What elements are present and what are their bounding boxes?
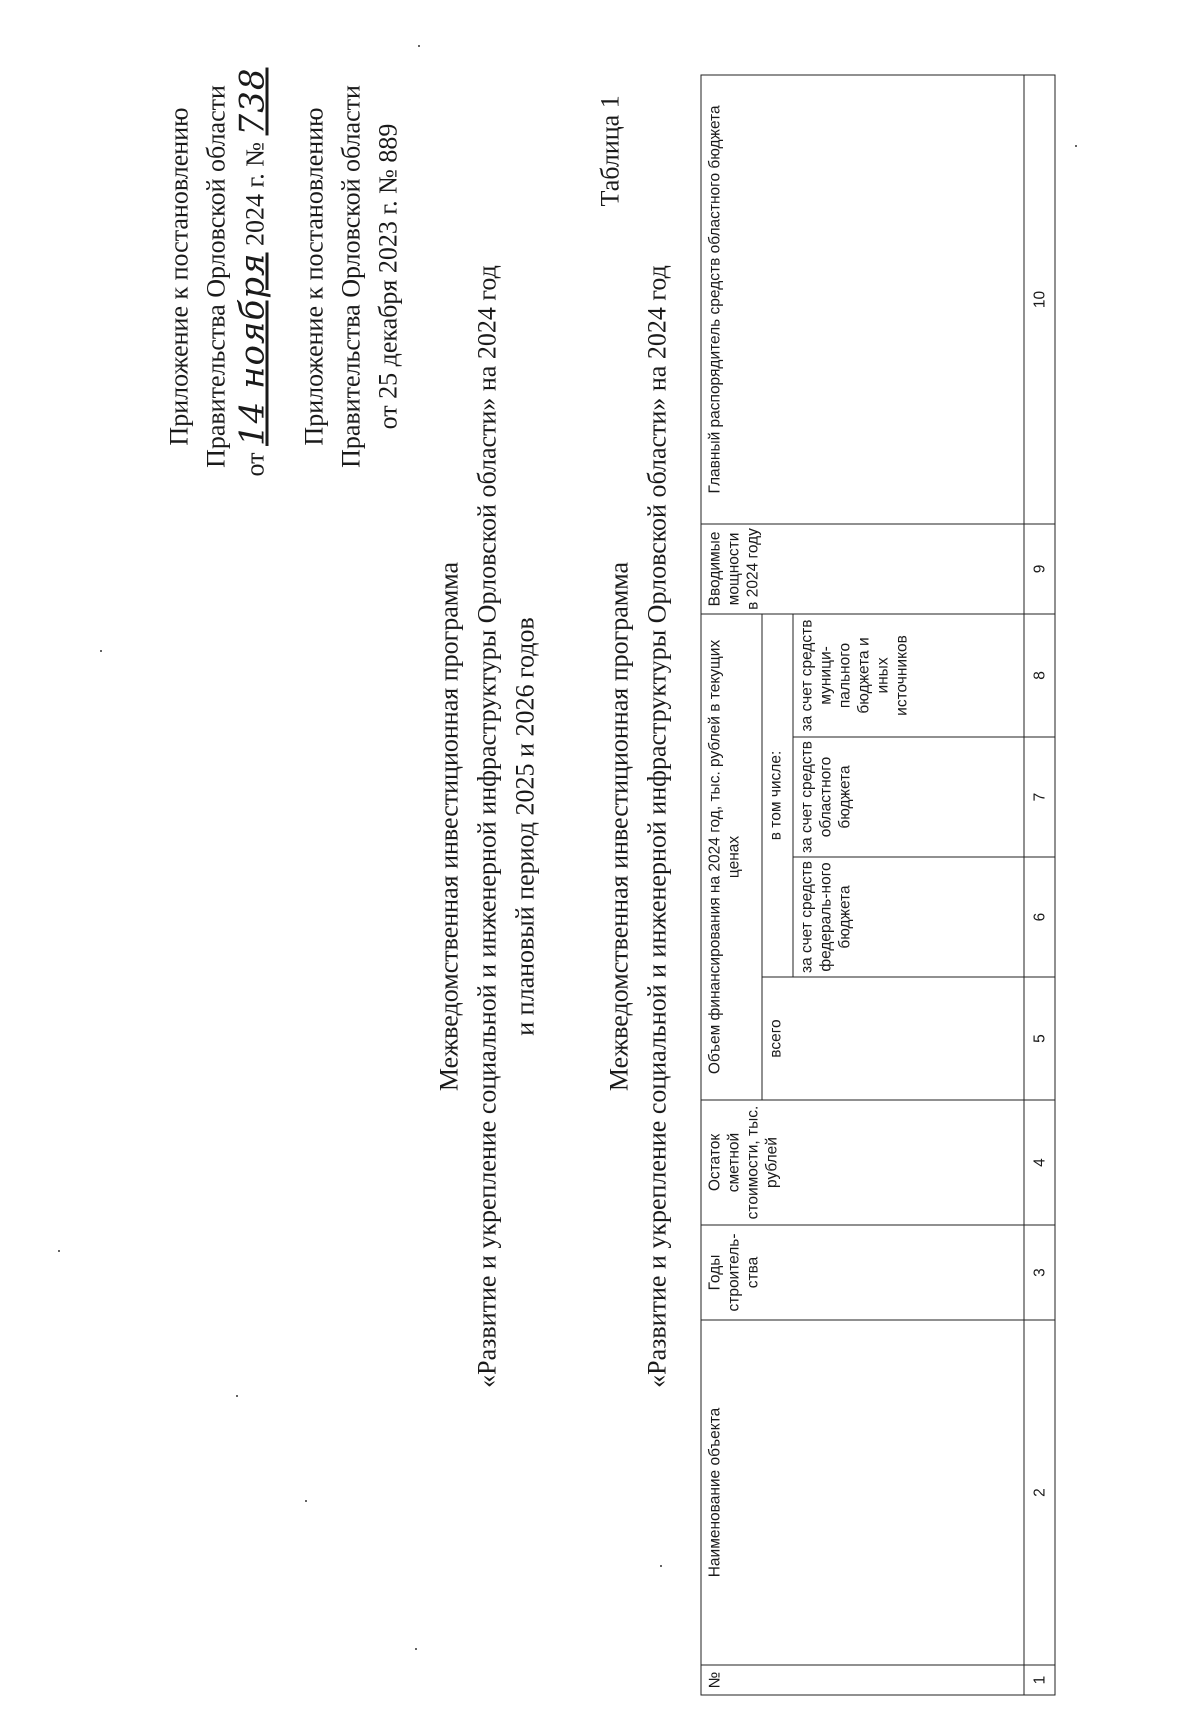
appendix-original-line1: Приложение к постановлению <box>299 107 329 446</box>
column-number-cell: 2 <box>1024 1320 1055 1665</box>
year-number-label: 2024 г. № <box>240 141 270 246</box>
scan-speck <box>100 650 102 652</box>
main-title-line1: Межведомственная инвестиционная программа <box>434 561 464 1092</box>
column-numbers-row <box>1024 75 1055 1695</box>
column-number-cell: 4 <box>1024 1100 1055 1225</box>
column-number-cell: 7 <box>1024 737 1055 857</box>
header-including: в том числе: <box>762 614 793 977</box>
scan-speck <box>1075 145 1077 147</box>
header-capacities: Вводимые мощности в 2024 году <box>701 524 1024 614</box>
header-regional-budget: за счет средств областного бюджета <box>793 737 1024 857</box>
appendix-current-line3 <box>232 67 274 477</box>
header-municipal-budget: за счет средств муници-пального бюджета и иных источников <box>793 614 1024 737</box>
rotated-landscape-sheet <box>1 0 1200 1717</box>
scan-speck <box>58 1250 60 1252</box>
scan-speck <box>305 1500 307 1502</box>
column-number-cell: 6 <box>1024 857 1055 977</box>
appendix-current-line2: Правительства Орловской области <box>201 85 231 468</box>
main-title <box>431 57 545 1597</box>
scan-speck <box>236 1395 238 1397</box>
main-title-line3: и плановый период 2025 и 2026 годов <box>510 617 540 1036</box>
header-funding-group: Объем финансирования на 2024 год, тыс. рублей в текущих ценах <box>701 614 762 1100</box>
appendix-current-line1: Приложение к постановлению <box>164 107 194 446</box>
from-label: от <box>240 452 270 477</box>
table-title <box>601 57 677 1597</box>
handwritten-date: 14 ноября <box>232 252 273 446</box>
main-title-line2: «Развитие и укрепление социальной и инженерной инфраструктуры Орловской области» на 2024 год <box>472 265 502 1388</box>
header-budget-manager: Главный распорядитель средств областного бюджета <box>701 75 1024 524</box>
header-object-name: Наименование объекта <box>701 1320 1024 1665</box>
header-construction-years: Годы строитель-ства <box>701 1225 1024 1320</box>
scan-speck <box>660 1565 662 1567</box>
appendix-original-block <box>296 77 407 477</box>
table-label: Таблица 1 <box>595 95 625 207</box>
appendix-original-line2: Правительства Орловской области <box>336 85 366 468</box>
header-remaining-cost: Остаток сметной стоимости, тыс. рублей <box>701 1100 1024 1225</box>
table-title-line2: «Развитие и укрепление социальной и инженерной инфраструктуры Орловской области» на 2024 год <box>642 265 672 1388</box>
appendix-original-line3: от 25 декабря 2023 г. № 889 <box>373 123 403 430</box>
table-header-row-1 <box>701 75 762 1695</box>
header-total: всего <box>762 977 1024 1100</box>
column-number-cell: 3 <box>1024 1225 1055 1320</box>
table-title-line1: Межведомственная инвестиционная программа <box>604 561 634 1092</box>
investment-program-table <box>701 74 1056 1695</box>
column-number-cell: 1 <box>1024 1665 1055 1695</box>
handwritten-number: 738 <box>232 67 273 136</box>
column-number-cell: 9 <box>1024 524 1055 614</box>
column-number-cell: 5 <box>1024 977 1055 1100</box>
column-number-cell: 10 <box>1024 75 1055 524</box>
appendix-current-block <box>161 67 274 477</box>
header-federal-budget: за счет средств федераль-ного бюджета <box>793 857 1024 977</box>
scan-speck <box>415 1648 417 1650</box>
column-number-cell: 8 <box>1024 614 1055 737</box>
scan-speck <box>418 45 420 47</box>
header-number: № <box>701 1665 1024 1695</box>
